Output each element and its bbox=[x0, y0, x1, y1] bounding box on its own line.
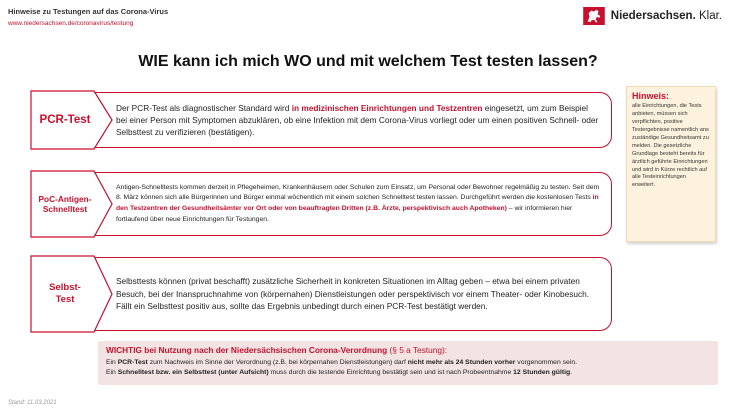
self-description-box bbox=[92, 257, 612, 331]
pcr-label: PCR-Test bbox=[39, 113, 91, 126]
logo bbox=[583, 7, 722, 25]
header-title: Hinweise zu Testungen auf das Corona-Virus bbox=[8, 7, 169, 16]
pcr-description: Der PCR-Test als diagnostischer Standard wird in medizinischen Einrichtungen und Testzentren eingesetzt, um zum Beispiel bei einer Person mit Symptomen abzuklären, ob eine Infektion mit dem Corona-Virus vorliegt oder um einen positiven Schnell- oder Selbsttest zu verifizieren (bestätigen). bbox=[116, 102, 599, 137]
important-notice-title: WICHTIG bei Nutzung nach der Niedersächsischen Corona-Verordnung (§ 5 a Testung): bbox=[106, 345, 448, 355]
row-selbsttest bbox=[30, 255, 612, 333]
stand-date: Stand: 11.03.2021 bbox=[8, 400, 57, 406]
pcr-arrow bbox=[30, 90, 114, 150]
hint-title: Hinweis: bbox=[632, 91, 670, 101]
notice-line-schnelltest: Ein Schnelltest bzw. ein Selbsttest (unter Aufsicht) muss durch die testende Einrichtung bestätigt sein und ist nach Probeentnahme 12 Stunden gültig. bbox=[106, 369, 573, 377]
hint-text: alle Einrichtungen, die Tests anbieten, müssen sich verpflichten, positive Testergebnisse namentlich ans zuständige Gesundheitsamt zu melden. Die gesetzliche Grundlage besteht bereits für ärztlich geführte Einrichtungen und wird in Kürze rechtlich auf alle Testeinrichtungen erweitert. bbox=[632, 103, 709, 189]
poc-label: PoC-Antigen- Schnelltest bbox=[38, 193, 92, 214]
poc-arrow bbox=[30, 170, 114, 238]
self-description: Selbsttests können (privat beschafft) zusätzliche Sicherheit in konkreten Situationen im Alltag geben – etwa bei einem privaten Besuch, bei der Inanspruchnahme von (körpernahen) Dienstleistungen oder perspektivisch vor einem Theater- oder Kinobesuch. Fällt ein Selbsttest positiv aus, sollte das Ergebnis unbedingt durch einen PCR-Test bestätigt werden. bbox=[116, 276, 590, 312]
header-url[interactable]: www.niedersachsen.de/coronavirus/testung bbox=[8, 20, 134, 27]
row-poc-antigen-schnelltest bbox=[30, 170, 612, 238]
self-label: Selbst- Test bbox=[49, 282, 81, 305]
poc-description: Antigen-Schnelltests kommen derzeit in Pflegeheimen, Krankenhäusern oder Schulen zum Einsatz, um Personal oder Bewohner regelmäßig zu testen. Seit dem 8. März können sich alle Bürgerinnen und Bürger einmal wöchentlich mit einem solchen Schnelltest testen lassen. Durchgeführt werden die kostenlosen Tests in den Testzentren der Gesundheitsämter vor Ort oder von beauftragten Dritten (z.B. Ärzte, perspektivisch auch Apotheken) – wir informieren hier fortlaufend über neue Einrichtungen für Testungen. bbox=[116, 183, 600, 223]
logo-text: Niedersachsen. Klar. bbox=[610, 10, 722, 22]
poc-description-box bbox=[92, 172, 612, 236]
self-arrow bbox=[30, 255, 114, 333]
notice-line-pcr: Ein PCR-Test zum Nachweis im Sinne der Verordnung (z.B. bei körpernahen Dienstleistungen) darf nicht mehr als 24 Stunden vorher vorgenommen sein. bbox=[106, 359, 577, 366]
pcr-description-box bbox=[92, 92, 612, 148]
hint-note bbox=[626, 86, 716, 242]
page-title: WIE kann ich mich WO und mit welchem Test testen lassen? bbox=[138, 53, 598, 70]
important-notice bbox=[98, 341, 718, 385]
horse-icon bbox=[583, 7, 605, 25]
row-pcr-test bbox=[30, 90, 612, 150]
